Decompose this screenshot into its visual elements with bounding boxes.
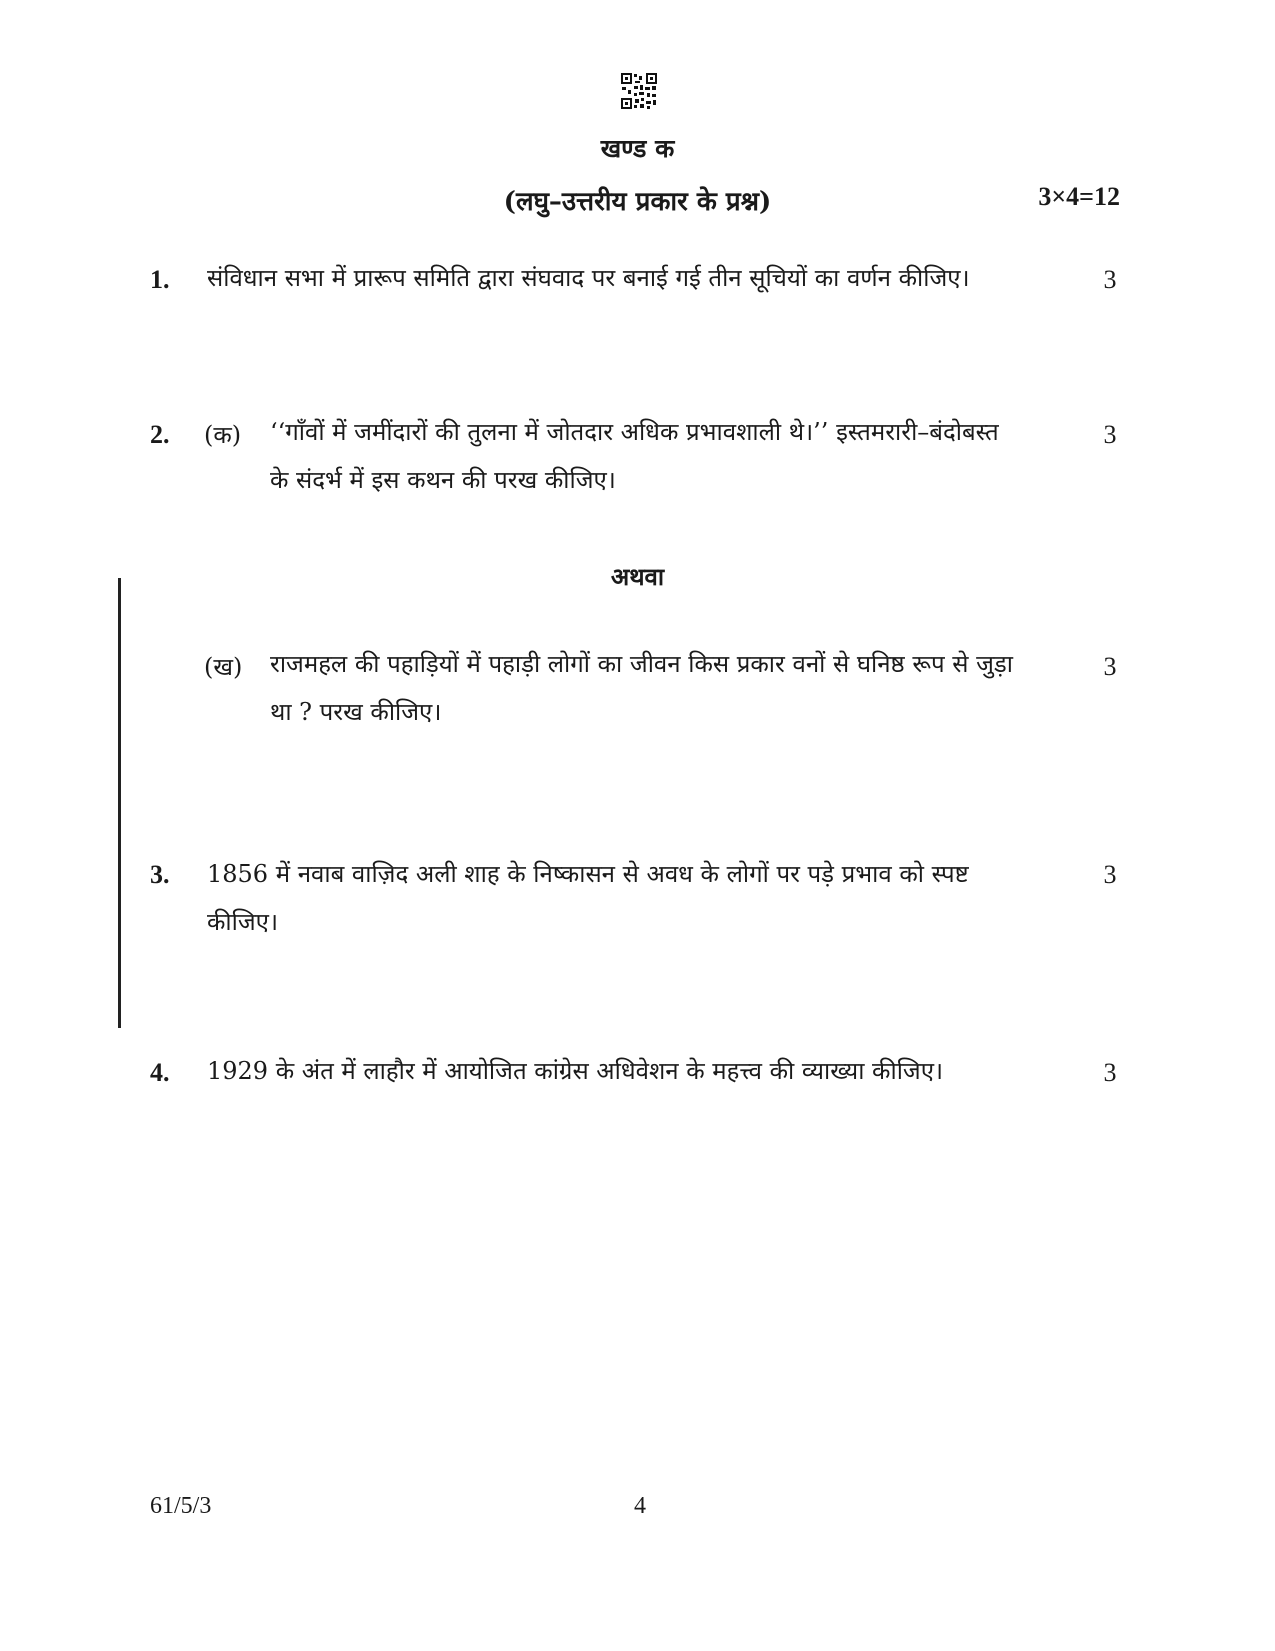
question-2b-marks: 3 xyxy=(1103,652,1117,681)
section-subtitle: (लघु–उत्तरीय प्रकार के प्रश्न) xyxy=(503,187,772,217)
question-2a-text: ‘‘गाँवों में जमींदारों की तुलना में जोतदार अधिक प्रभावशाली थे।’’ इस्तमरारी–बंदोबस्त के संदर्भ में इस कथन की परख कीजिए। xyxy=(270,418,999,494)
question-2a-label: (क) xyxy=(204,421,242,449)
or-label: अथवा xyxy=(610,562,665,591)
section-marks: 3×4=12 xyxy=(1038,182,1120,211)
margin-bar xyxy=(118,578,121,1028)
qr-code xyxy=(620,72,658,110)
question-3-number: 3. xyxy=(150,860,170,889)
question-1-text: संविधान सभा में प्रारूप समिति द्वारा संघवाद पर बनाई गई तीन सूचियों का वर्णन कीजिए। xyxy=(207,264,970,292)
section-title: खण्ड क xyxy=(600,134,675,163)
paper-code: 61/5/3 xyxy=(150,1493,212,1519)
page-number: 4 xyxy=(634,1493,646,1519)
question-4-marks: 3 xyxy=(1103,1058,1117,1087)
question-4-number: 4. xyxy=(150,1058,170,1087)
question-2b-text: राजमहल की पहाड़ियों में पहाड़ी लोगों का जीवन किस प्रकार वनों से घनिष्ठ रूप से जुड़ा था ? परख कीजिए। xyxy=(270,650,1013,726)
question-2-number: 2. xyxy=(150,420,170,449)
question-1-number: 1. xyxy=(150,265,170,294)
question-2b-label: (ख) xyxy=(204,653,243,681)
question-3-text: 1856 में नवाब वाज़िद अली शाह के निष्कासन से अवध के लोगों पर पड़े प्रभाव को स्पष्ट कीजिए। xyxy=(207,860,969,936)
question-3-marks: 3 xyxy=(1103,860,1117,889)
question-2a-marks: 3 xyxy=(1103,420,1117,449)
question-1-marks: 3 xyxy=(1103,265,1117,294)
question-4-text: 1929 के अंत में लाहौर में आयोजित कांग्रेस अधिवेशन के महत्त्व की व्याख्या कीजिए। xyxy=(207,1057,944,1085)
